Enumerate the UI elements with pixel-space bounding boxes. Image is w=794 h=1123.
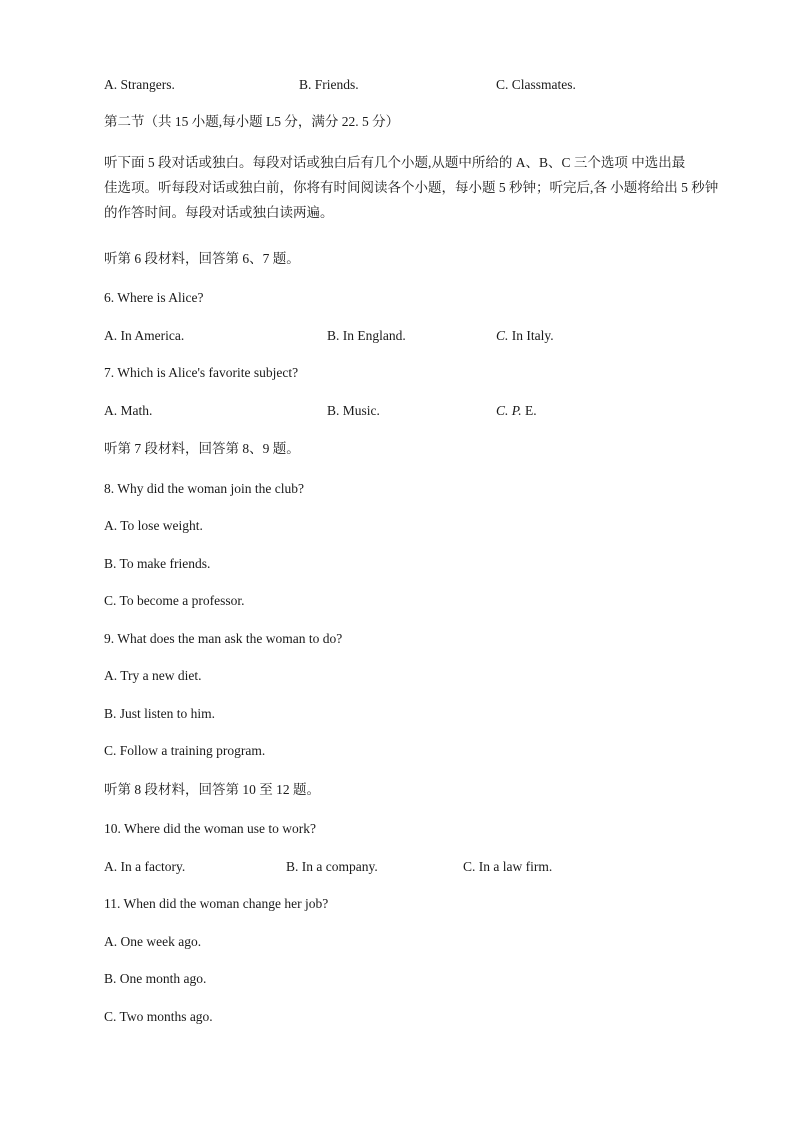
- q8-option-a: A. To lose weight.: [104, 518, 203, 533]
- q8-option-b: B. To make friends.: [104, 556, 211, 571]
- q7-stem: 7. Which is Alice's favorite subject?: [104, 365, 299, 380]
- q11-option-a: A. One week ago.: [104, 934, 202, 949]
- q9-stem: 9. What does the man ask the woman to do?: [104, 631, 343, 646]
- q11-option-c: C. Two months ago.: [104, 1009, 213, 1024]
- q7-option-a: A. Math.: [104, 403, 153, 418]
- instructions-line-1: 听下面 5 段对话或独白。每段对话或独白后有几个小题,从题中所给的 A、B、C 三个选项 中选出最: [104, 155, 686, 170]
- material-8-heading: 听第 8 段材料，回答第 10 至 12 题。: [104, 782, 320, 797]
- q9-option-a: A. Try a new diet.: [104, 668, 202, 683]
- q5-option-b: B. Friends.: [299, 77, 359, 92]
- material-7-heading: 听第 7 段材料，回答第 8、9 题。: [104, 441, 300, 456]
- instructions-line-3: 的作答时间。每段对话或独白读两遍。: [104, 205, 334, 220]
- q5-option-c: C. Classmates.: [496, 77, 576, 92]
- q6-option-c: [496, 327, 554, 345]
- instructions-line-2: 佳选项。听每段对话或独白前，你将有时间阅读各个小题，每小题 5 秒钟；听完后,各 小题将给出 5 秒钟: [104, 180, 719, 195]
- q6-option-c-text: In Italy.: [508, 328, 554, 343]
- section-title: 第二节（共 15 小题,每小题 L5 分，满分 22. 5 分）: [104, 114, 400, 129]
- q10-option-c: C. In a law firm.: [463, 859, 553, 874]
- q6-stem: 6. Where is Alice?: [104, 290, 204, 305]
- q11-stem: 11. When did the woman change her job?: [104, 896, 329, 911]
- instructions-paragraph: [104, 150, 719, 225]
- q9-option-b: B. Just listen to him.: [104, 706, 216, 721]
- q10-option-b: B. In a company.: [286, 859, 378, 874]
- q7-option-c: [496, 402, 537, 420]
- q7-option-b: B. Music.: [327, 403, 380, 418]
- q11-option-b: B. One month ago.: [104, 971, 207, 986]
- q7-option-c-letter: C. P.: [496, 403, 522, 418]
- q5-option-a: A. Strangers.: [104, 77, 175, 92]
- q9-option-c: C. Follow a training program.: [104, 743, 266, 758]
- q8-stem: 8. Why did the woman join the club?: [104, 481, 304, 496]
- q10-stem: 10. Where did the woman use to work?: [104, 821, 316, 836]
- q6-option-b: B. In England.: [327, 328, 406, 343]
- material-6-heading: 听第 6 段材料，回答第 6、7 题。: [104, 251, 300, 266]
- q10-option-a: A. In a factory.: [104, 859, 186, 874]
- q6-option-c-letter: C.: [496, 328, 509, 343]
- q6-option-a: A. In America.: [104, 328, 185, 343]
- q7-option-c-text: E.: [521, 403, 537, 418]
- q8-option-c: C. To become a professor.: [104, 593, 245, 608]
